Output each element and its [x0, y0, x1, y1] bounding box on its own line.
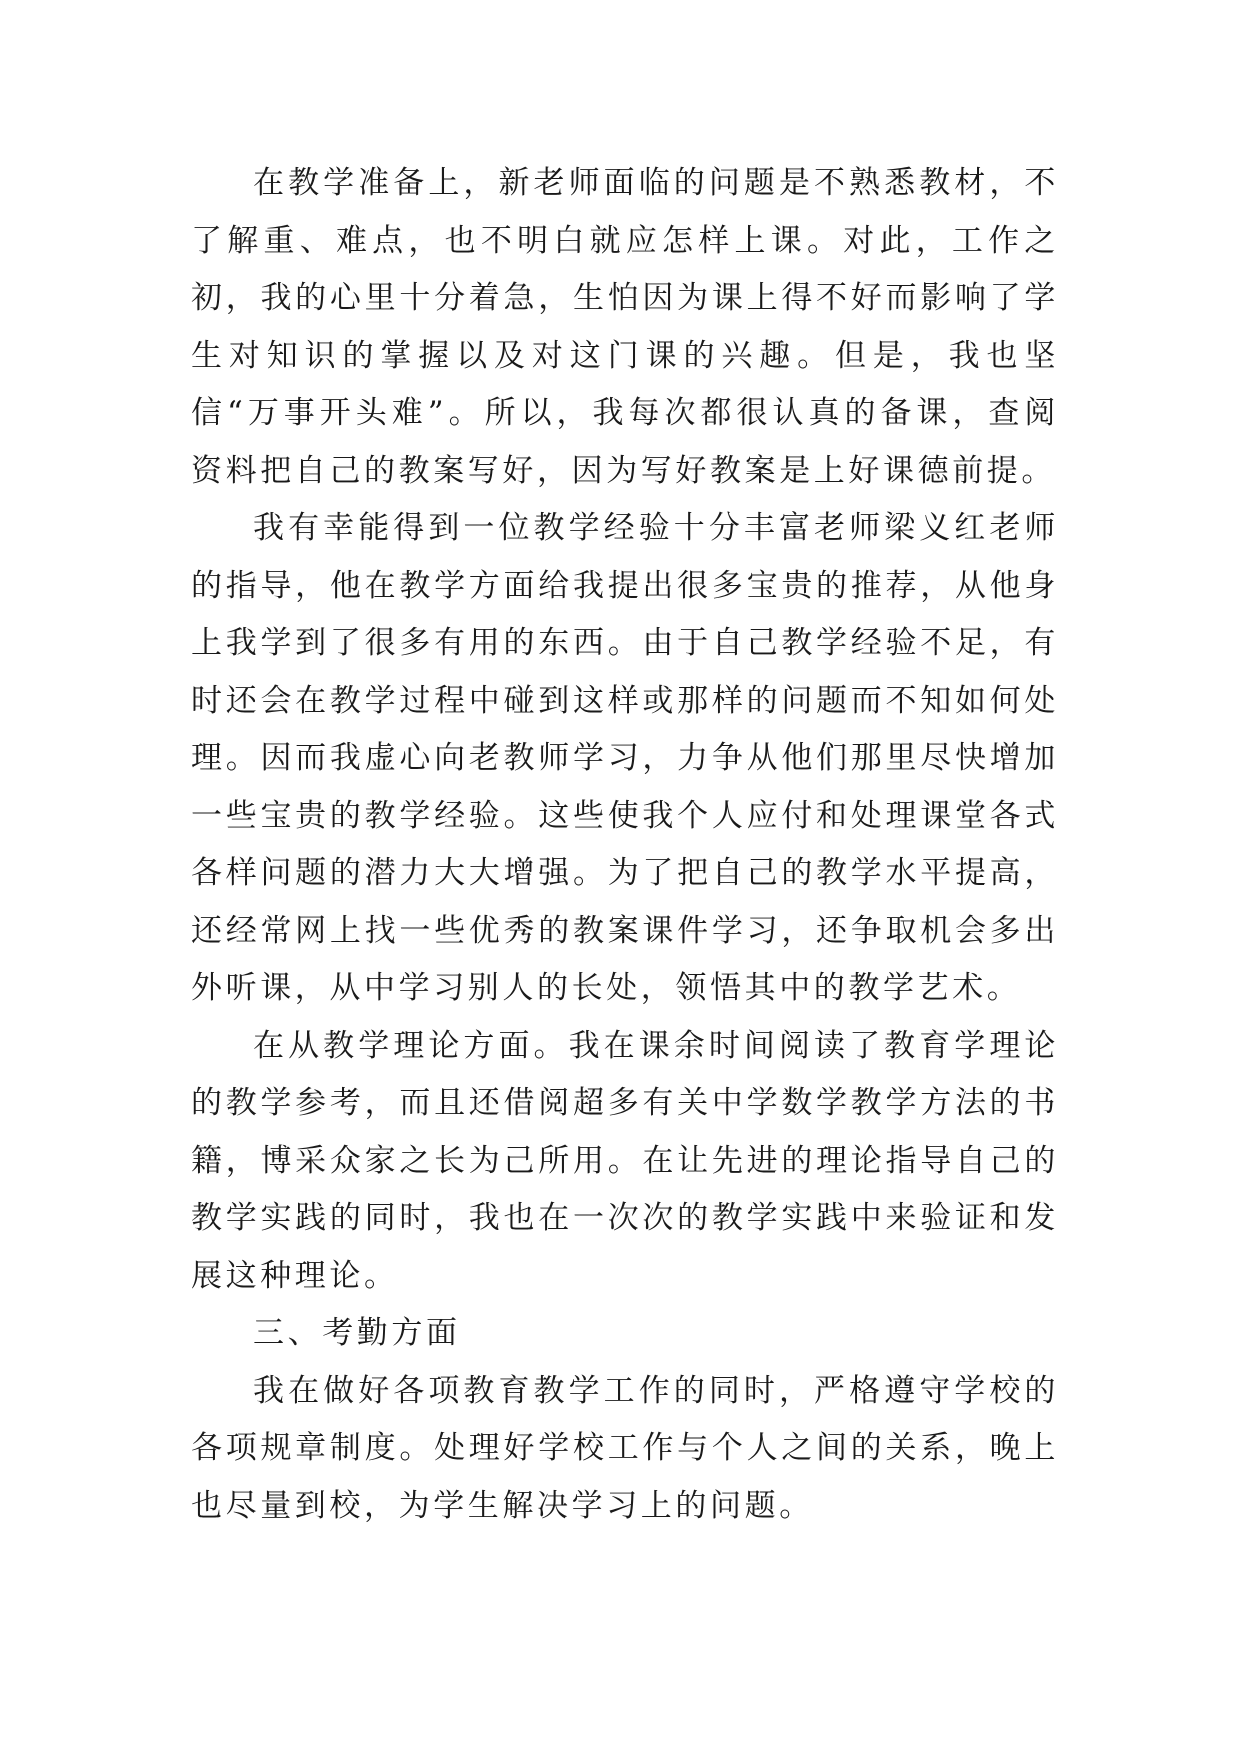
document-body: [191, 155, 1059, 1535]
paragraph-attendance: 我在做好各项教育教学工作的同时，严格遵守学校的各项规章制度。处理好学校工作与个人之间的关系，晚上也尽量到校，为学生解决学习上的问题。: [191, 1372, 1059, 1524]
paragraph-mentor-guidance: 我有幸能得到一位教学经验十分丰富老师梁义红老师的指导，他在教学方面给我提出很多宝贵的推荐，从他身上我学到了很多有用的东西。由于自己教学经验不足，有时还会在教学过程中碰到这样或那样的问题而不知如何处理。因而我虚心向老教师学习，力争从他们那里尽快增加一些宝贵的教学经验。这些使我个人应付和处理课堂各式各样问题的潜力大大增强。为了把自己的教学水平提高，还经常网上找一些优秀的教案课件学习，还争取机会多出外听课，从中学习别人的长处，领悟其中的教学艺术。: [191, 510, 1059, 1006]
paragraph-teaching-theory: 在从教学理论方面。我在课余时间阅读了教育学理论的教学参考，而且还借阅超多有关中学数学教学方法的书籍，博采众家之长为己所用。在让先进的理论指导自己的教学实践的同时，我也在一次次的教学实践中来验证和发展这种理论。: [191, 1027, 1059, 1294]
paragraph-teaching-preparation: 在教学准备上，新老师面临的问题是不熟悉教材，不了解重、难点，也不明白就应怎样上课。对此，工作之初，我的心里十分着急，生怕因为课上得不好而影响了学生对知识的掌握以及对这门课的兴趣。但是，我也坚信“万事开头难”。所以，我每次都很认真的备课，查阅资料把自己的教案写好，因为写好教案是上好课德前提。: [191, 165, 1059, 489]
section-heading-attendance: 三、考勤方面: [253, 1315, 461, 1351]
